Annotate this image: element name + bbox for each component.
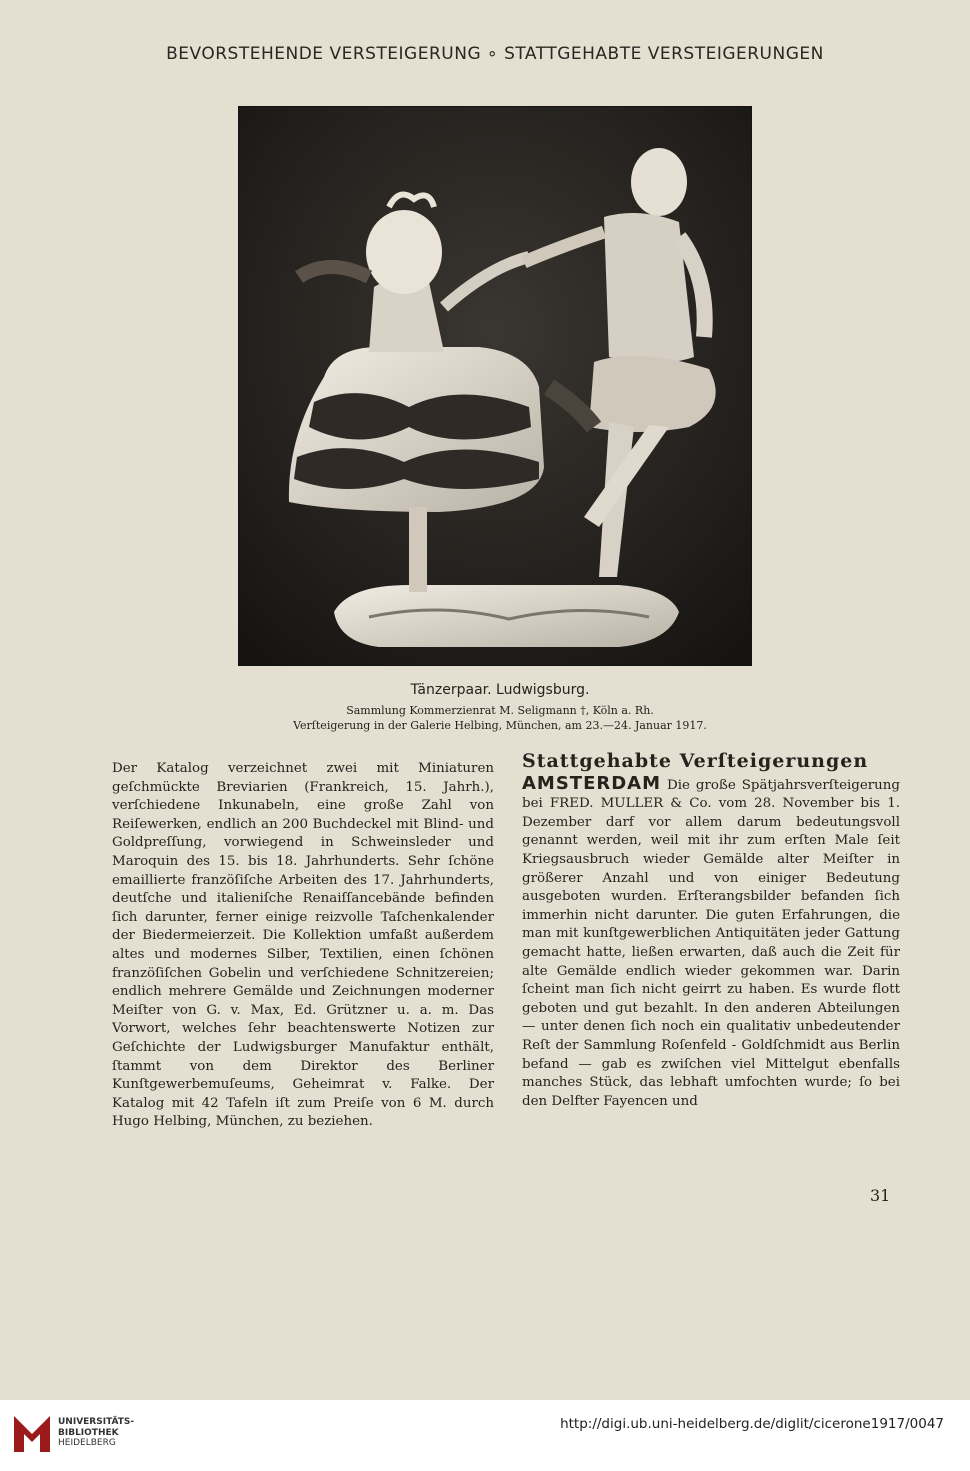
- figure-caption-collection: Sammlung Kommerzienrat M. Seligmann †, Köln a. Rh.: [346, 704, 654, 717]
- right-column-paragraph: [522, 772, 901, 1112]
- figure-caption-title: Tänzerpaar. Ludwigsburg.: [410, 682, 590, 698]
- university-library-logo-icon: [10, 1412, 54, 1456]
- figure-caption-auction: Verſteigerung in der Galerie Helbing, München, am 23.—24. Januar 1917.: [293, 719, 707, 732]
- library-name-line2: BIBLIOTHEK: [58, 1427, 119, 1438]
- left-text-column: [112, 760, 494, 1132]
- library-name: [58, 1417, 134, 1449]
- source-url-link[interactable]: http://digi.ub.uni-heidelberg.de/diglit/cicerone1917/0047: [560, 1416, 944, 1432]
- running-header: BEVORSTEHENDE VERSTEIGERUNG ∘ STATTGEHABTE VERSTEIGERUNGEN: [166, 44, 824, 64]
- dancer-couple-figurine-image: [239, 107, 751, 665]
- right-text-column: [522, 752, 900, 1111]
- section-title: Stattgehabte Verſteigerungen: [522, 750, 869, 772]
- figurine-photograph: [238, 106, 752, 666]
- library-name-line1: UNIVERSITÄTS-: [58, 1417, 135, 1427]
- viewer-footer: [0, 1400, 970, 1471]
- library-name-line3: HEIDELBERG: [58, 1438, 116, 1448]
- left-column-paragraph: Der Katalog verzeichnet zwei mit Miniaturen geſchmückte Breviarien (Frankreich, 15. Jahrh.), verſchiedene Inkunabeln, eine große Zahl von Reiſewerken, endlich an 200 Buchdeckel mit Blind- und Goldpreſſung, vorwiegend in Schweinsleder und Maroquin des 15. bis 18. Jahrhunderts. Sehr ſchöne emaillierte franzöſiſche Arbeiten des 17. Jahrhunderts, deutſche und italieniſche Renaiſſancebände befinden ſich darunter, ferner einige reizvolle Taſchenkalender der Biedermeierzeit. Die Kollektion umfaßt außerdem altes und modernes Silber, Textilien, einen ſchönen franzöſiſchen Gobelin und verſchiedene Schnitzereien; endlich mehrere Gemälde und Zeichnungen moderner Meiſter von G. v. Max, Ed. Grützner u. a. m. Das Vorwort, welches ſehr beachtenswerte Notizen zur Geſchichte der Ludwigsburger Manufaktur enthält, ſtammt von dem Direktor des Berliner Kunſtgewerbemuſeums, Geheimrat v. Falke. Der Katalog mit 42 Tafeln iſt zum Preiſe von 6 M. durch Hugo Helbing, München, zu beziehen.: [112, 761, 494, 1130]
- page-number: 31: [870, 1186, 891, 1205]
- right-column-text: Die große Spätjahrsverſteigerung bei FRED. MULLER & Co. vom 28. November bis 1. Dezember darf vor allem darum bedeutungsvoll genannt werden, weil mit ihr zum erſten Male ſeit Kriegsausbruch wieder Gemälde alter Meiſter in größerer Anzahl und von einiger Bedeutung ausgeboten wurden. Erſterangsbilder befanden ſich immerhin nicht darunter. Die guten Erfahrungen, die man mit kunſtgewerblichen Antiquitäten jeder Gattung gemacht hatte, ließen erwarten, daß auch die Zeit für alte Gemälde endlich wieder gekommen war. Darin ſcheint man ſich nicht geirrt zu haben. Es wurde flott geboten und gut bezahlt. In den anderen Abteilungen — unter denen ſich noch ein qualitativ unbedeutender Reſt der Sammlung Roſenfeld - Goldſchmidt aus Berlin befand — gab es zwiſchen viel Mittelgut ebenfalls manches Stück, das lebhaft umfochten wurde; ſo bei den Delfter Fayencen und: [522, 777, 901, 1109]
- city-heading: AMSTERDAM: [522, 772, 662, 794]
